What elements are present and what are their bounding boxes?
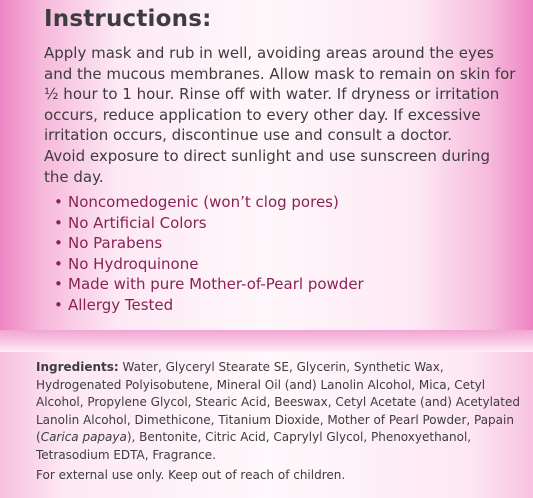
list-item	[54, 274, 364, 295]
ingredients-text	[36, 359, 531, 465]
feature-label: No Artificial Colors	[68, 213, 207, 232]
instructions-line: and the mucous membranes. Allow mask to remain on skin for	[44, 64, 516, 83]
list-item	[54, 213, 364, 234]
pink-divider-band	[0, 330, 533, 352]
feature-label: Made with pure Mother-of-Pearl powder	[68, 275, 364, 294]
instructions-title: Instructions:	[44, 6, 212, 32]
feature-label: No Parabens	[68, 234, 163, 253]
instructions-line: ½ hour to 1 hour. Rinse off with water. If dryness or irritation	[44, 85, 500, 104]
bullet-icon: •	[54, 234, 63, 253]
instructions-line: Apply mask and rub in well, avoiding areas around the eyes	[44, 44, 494, 62]
bullet-icon: •	[54, 275, 63, 294]
instructions-line: the day.	[44, 167, 104, 186]
ingredients-list-part: Water, Glyceryl Stearate SE, Glycerin, Synthetic Wax, Hydrogenated Polyisobutene, Mineral Oil (and) Lanolin Alcohol, Mica, Cetyl Alcohol, Propylene Glycol, Stearic Acid, Beeswax, Cetyl Acetate (and) Acetylated Lanolin Alcohol, Dimethicone, Titanium Dioxide, Mother of Pearl Powder, Papain (	[36, 360, 520, 445]
list-item	[54, 254, 364, 275]
warning-footer: For external use only. Keep out of reach of children.	[36, 468, 346, 482]
instructions-line: occurs, reduce application to every other day. If excessive	[44, 105, 481, 124]
instructions-line: Avoid exposure to direct sunlight and use sunscreen during	[44, 146, 491, 165]
list-item	[54, 192, 364, 213]
ingredients-botanical-name: Carica papaya	[40, 430, 127, 445]
feature-label: Noncomedogenic (won’t clog pores)	[68, 193, 339, 211]
bullet-icon: •	[54, 254, 63, 273]
bullet-icon: •	[54, 193, 63, 211]
bullet-icon: •	[54, 213, 63, 232]
list-item	[54, 233, 364, 254]
ingredients-list-part: ), Bentonite, Citric Acid, Caprylyl Glycol, Phenoxyethanol, Tetrasodium EDTA, Fragrance.	[36, 430, 472, 462]
feature-label: No Hydroquinone	[68, 254, 199, 273]
instructions-line: irritation occurs, discontinue use and consult a doctor.	[44, 126, 453, 145]
feature-list	[54, 192, 364, 316]
feature-label: Allergy Tested	[68, 295, 174, 314]
ingredients-label: Ingredients:	[36, 360, 119, 374]
list-item	[54, 295, 364, 316]
bullet-icon: •	[54, 295, 63, 314]
instructions-text	[44, 43, 524, 187]
